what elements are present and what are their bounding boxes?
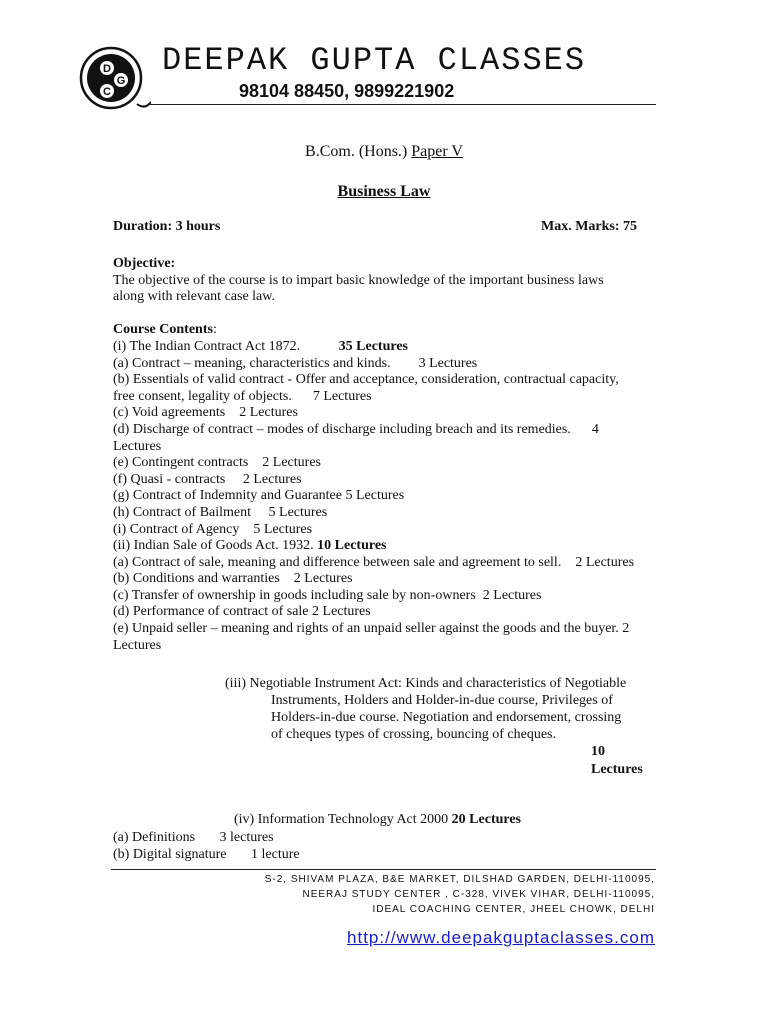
- logo-letter-g: G: [116, 75, 126, 87]
- list-item: (b) Digital signature 1 lecture: [113, 847, 300, 862]
- subject-title: Business Law: [337, 183, 431, 200]
- list-item: (e) Contingent contracts 2 Lectures: [113, 455, 321, 471]
- course-contents-label: Course Contents: [113, 322, 213, 338]
- header-divider: [148, 104, 656, 105]
- paper-number: Paper V: [411, 143, 463, 160]
- address-line: S-2, SHIVAM PLAZA, B&E MARKET, DILSHAD GARDEN, DELHI-110095,: [264, 874, 655, 885]
- list-item: Lectures: [113, 637, 162, 653]
- section-line: of cheques types of crossing, bouncing of cheques.: [271, 727, 556, 742]
- objective-line: along with relevant case law.: [113, 289, 275, 305]
- list-item: Lectures: [113, 438, 162, 454]
- list-item: (h) Contract of Bailment 5 Lectures: [113, 504, 328, 520]
- list-item: (c) Void agreements 2 Lectures: [113, 405, 298, 421]
- list-item: (a) Definitions 3 lectures: [113, 830, 274, 845]
- brand-name: DEEPAK GUPTA CLASSES: [162, 42, 587, 79]
- list-item: free consent, legality of objects. 7 Lectures: [113, 388, 372, 404]
- logo-letter-c: C: [103, 86, 111, 98]
- footer-divider: [111, 869, 656, 870]
- list-item: (f) Quasi - contracts 2 Lectures: [113, 471, 302, 487]
- footer-address: [265, 872, 655, 917]
- section-line: Holders-in-due course. Negotiation and endorsement, crossing: [271, 710, 622, 725]
- duration: Duration: 3 hours: [113, 219, 221, 234]
- section-title: (i) The Indian Contract Act 1872. 35 Lectures: [113, 338, 408, 354]
- list-item: (a) Contract – meaning, characteristics and kinds. 3 Lectures: [113, 355, 478, 371]
- objective-line: The objective of the course is to impart basic knowledge of the important business laws: [113, 272, 604, 288]
- list-item: (g) Contract of Indemnity and Guarantee 5 Lectures: [113, 488, 405, 504]
- course-contents-heading: Course Contents:: [113, 322, 217, 338]
- list-item: (d) Performance of contract of sale 2 Lectures: [113, 604, 371, 620]
- section-title: (iv) Information Technology Act 2000 20 Lectures: [234, 812, 522, 827]
- list-item: (i) Contract of Agency 5 Lectures: [113, 521, 313, 537]
- it-act-items: [113, 829, 300, 863]
- section-line: (iii) Negotiable Instrument Act: Kinds and characteristics of Negotiable: [225, 676, 627, 691]
- list-item: (a) Contract of sale, meaning and difference between sale and agreement to sell. 2 Lectures: [113, 554, 635, 570]
- negotiable-instrument-section: [225, 675, 655, 743]
- course-name: B.Com. (Hons.): [305, 143, 408, 160]
- syllabus-content: [113, 256, 653, 654]
- dgc-logo: [77, 44, 151, 112]
- list-item: (b) Essentials of valid contract - Offer and acceptance, consideration, contractual capacity,: [113, 372, 619, 388]
- max-marks: Max. Marks: 75: [541, 219, 638, 234]
- address-line: IDEAL COACHING CENTER, JHEEL CHOWK, DELHI: [372, 904, 655, 915]
- phone-numbers: 98104 88450, 9899221902: [239, 81, 455, 101]
- negotiable-lectures: 10 Lectures: [591, 744, 643, 777]
- address-line: NEERAJ STUDY CENTER , C-328, VIVEK VIHAR, DELHI-110095,: [302, 889, 655, 900]
- list-item: (b) Conditions and warranties 2 Lectures: [113, 571, 353, 587]
- section-line: Instruments, Holders and Holder-in-due course, Privileges of: [271, 693, 613, 708]
- list-item: (e) Unpaid seller – meaning and rights of an unpaid seller against the goods and the buyer. 2: [113, 621, 630, 637]
- list-item: (d) Discharge of contract – modes of discharge including breach and its remedies. 4: [113, 421, 599, 437]
- website-link[interactable]: http://www.deepakguptaclasses.com: [347, 928, 655, 947]
- course-title: [0, 143, 768, 161]
- objective-heading: Objective:: [113, 256, 176, 271]
- section-title: (ii) Indian Sale of Goods Act. 1932. 10 Lectures: [113, 538, 387, 554]
- logo-letter-d: D: [103, 63, 111, 75]
- list-item: (c) Transfer of ownership in goods including sale by non-owners 2 Lectures: [113, 587, 542, 603]
